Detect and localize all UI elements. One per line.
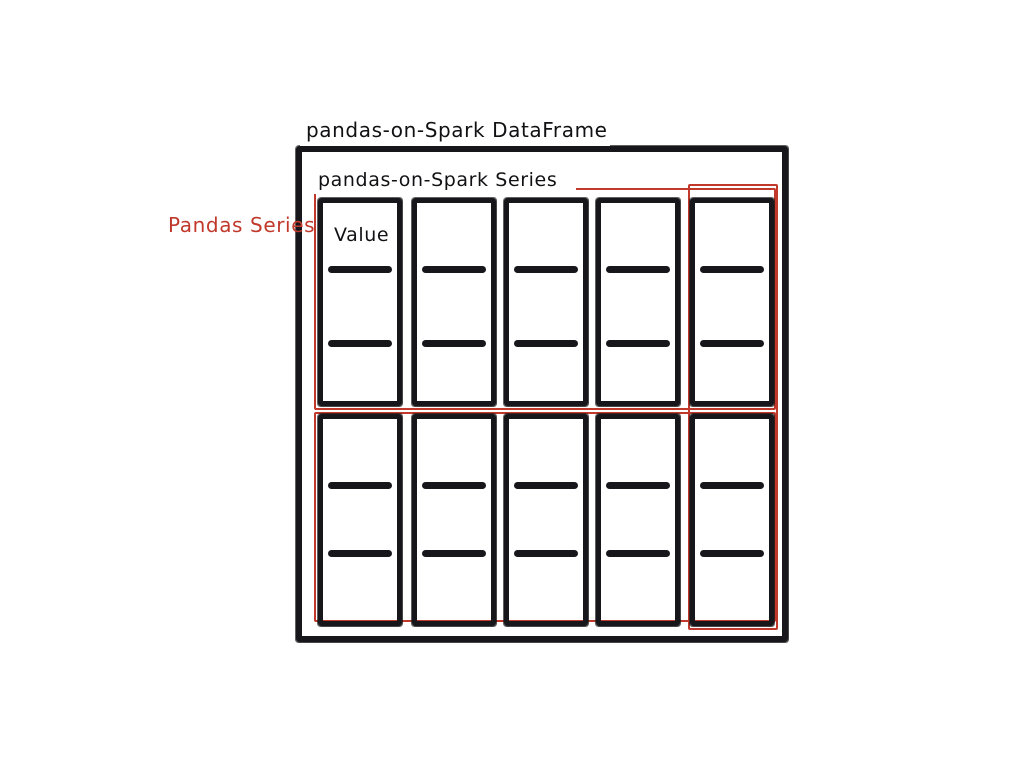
column-cell-4-1 [690, 414, 774, 626]
row-divider-0-0-a [328, 266, 392, 273]
row-divider-2-0-a [514, 266, 578, 273]
row-divider-1-1-a [422, 482, 486, 489]
row-divider-3-1-a [606, 482, 670, 489]
column-cell-3-1 [596, 414, 680, 626]
row-divider-2-1-b [514, 550, 578, 557]
row-divider-4-1-a [700, 482, 764, 489]
row-divider-4-0-b [700, 340, 764, 347]
column-cell-1-0 [412, 198, 496, 406]
row-divider-4-0-a [700, 266, 764, 273]
dataframe-label: pandas-on-Spark DataFrame [306, 118, 608, 142]
row-divider-1-0-b [422, 340, 486, 347]
column-cell-2-1 [504, 414, 588, 626]
row-divider-2-0-b [514, 340, 578, 347]
column-cell-1-1 [412, 414, 496, 626]
row-divider-1-0-a [422, 266, 486, 273]
column-cell-2-0 [504, 198, 588, 406]
row-divider-4-1-b [700, 550, 764, 557]
pandas-on-spark-series-label: pandas-on-Spark Series [318, 169, 558, 191]
pandas-series-label: Pandas Series [168, 213, 316, 237]
row-divider-3-1-b [606, 550, 670, 557]
row-divider-3-0-a [606, 266, 670, 273]
column-cell-0-1 [318, 414, 402, 626]
row-divider-0-1-b [328, 550, 392, 557]
column-cell-4-0 [690, 198, 774, 406]
value-label: Value [334, 224, 390, 246]
row-divider-0-1-a [328, 482, 392, 489]
row-divider-2-1-a [514, 482, 578, 489]
row-divider-3-0-b [606, 340, 670, 347]
row-divider-0-0-b [328, 340, 392, 347]
row-divider-1-1-b [422, 550, 486, 557]
column-cell-3-0 [596, 198, 680, 406]
